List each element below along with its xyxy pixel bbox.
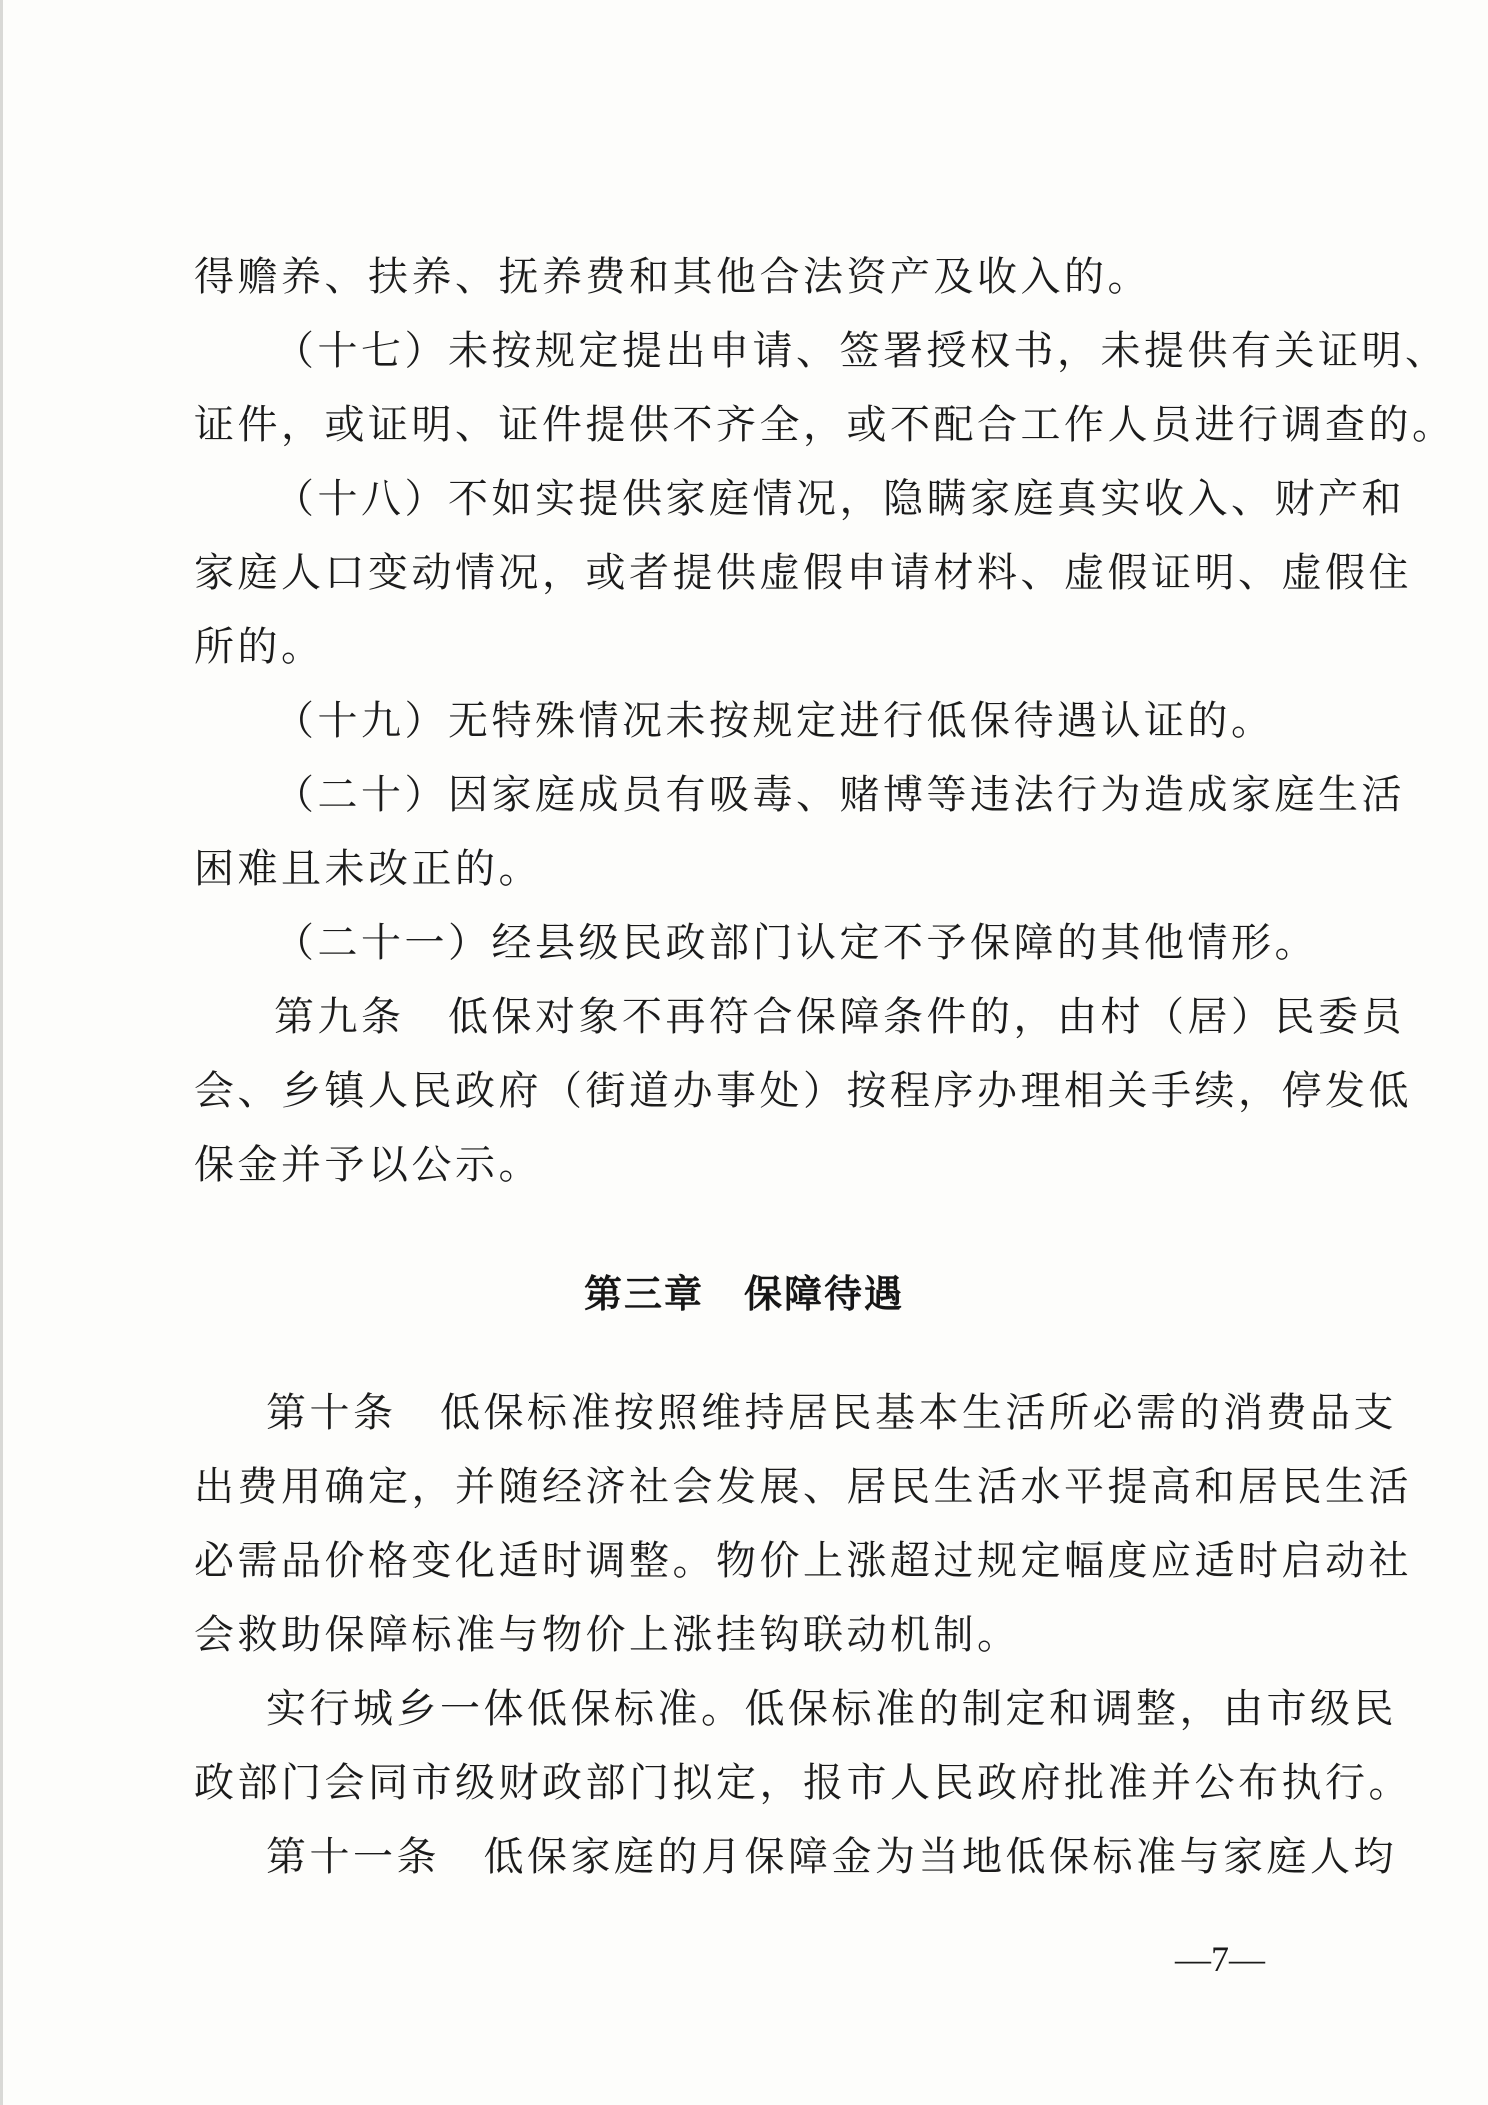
body-line: 家庭人口变动情况，或者提供虚假申请材料、虚假证明、虚假住 xyxy=(194,550,1412,596)
body-line: 证件，或证明、证件提供不齐全，或不配合工作人员进行调查的。 xyxy=(194,402,1456,448)
body-line: 会、乡镇人民政府（街道办事处）按程序办理相关手续，停发低 xyxy=(194,1068,1412,1114)
body-line: 困难且未改正的。 xyxy=(194,846,542,892)
body-line: （二十）因家庭成员有吸毒、赌博等违法行为造成家庭生活 xyxy=(274,772,1405,818)
body-line: （十九）无特殊情况未按规定进行低保待遇认证的。 xyxy=(274,698,1275,744)
body-line: 第十一条 低保家庭的月保障金为当地低保标准与家庭人均 xyxy=(266,1834,1397,1880)
body-line: 政部门会同市级财政部门拟定，报市人民政府批准并公布执行。 xyxy=(194,1760,1412,1806)
body-line: 会救助保障标准与物价上涨挂钩联动机制。 xyxy=(194,1612,1021,1658)
body-line: 实行城乡一体低保标准。低保标准的制定和调整，由市级民 xyxy=(266,1686,1397,1732)
body-line: （二十一）经县级民政部门认定不予保障的其他情形。 xyxy=(274,920,1318,966)
chapter-heading: 第三章 保障待遇 xyxy=(583,1272,904,1316)
body-line: （十七）未按规定提出申请、签署授权书，未提供有关证明、 xyxy=(274,328,1449,374)
body-line: 必需品价格变化适时调整。物价上涨超过规定幅度应适时启动社 xyxy=(194,1538,1412,1584)
body-line: （十八）不如实提供家庭情况，隐瞒家庭真实收入、财产和 xyxy=(274,476,1405,522)
body-line: 第十条 低保标准按照维持居民基本生活所必需的消费品支 xyxy=(266,1390,1397,1436)
body-line: 第九条 低保对象不再符合保障条件的，由村（居）民委员 xyxy=(274,994,1405,1040)
page-number: —7— xyxy=(1175,1939,1265,1979)
body-line: 所的。 xyxy=(194,624,325,670)
body-line: 保金并予以公示。 xyxy=(194,1142,542,1188)
body-line: 得赡养、扶养、抚养费和其他合法资产及收入的。 xyxy=(194,254,1151,300)
body-line: 出费用确定，并随经济社会发展、居民生活水平提高和居民生活 xyxy=(194,1464,1412,1510)
